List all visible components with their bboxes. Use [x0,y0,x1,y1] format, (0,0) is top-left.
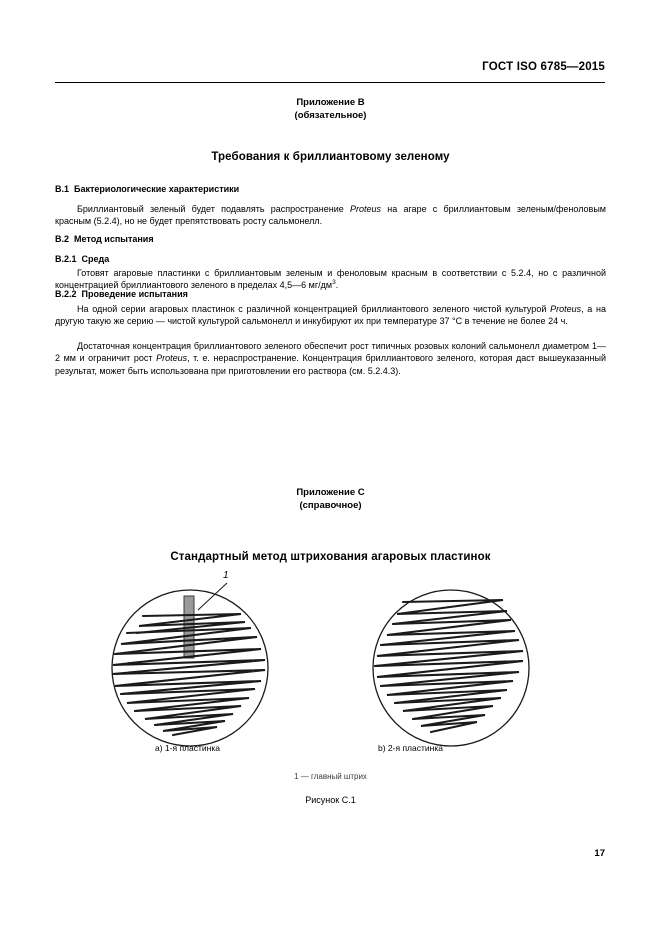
paragraph-b1-italic-1: Proteus [350,204,382,214]
clause-b1-number: В.1 [55,184,70,194]
paragraph-b21-text-2: . [335,280,339,291]
figure-c1 [55,570,606,760]
annex-b-title: Требования к бриллиантовому зеленому [211,151,450,163]
figure-callout-1: 1 [223,570,229,581]
running-header [55,60,605,74]
figure-caption-a: a) 1-я пластинка [155,743,220,753]
annex-b-qualifier: (обязательное) [294,110,367,121]
clause-b1-heading [55,183,605,195]
figure-legend: 1 — главный штрих [294,772,367,781]
plate-b-diagram [373,590,529,746]
annex-c-title: Стандартный метод штрихования агаровых пластинок [170,551,491,563]
paragraph-b21-superscript: 3 [332,279,336,287]
figure-caption-b: b) 2-я пластинка [378,743,443,753]
clause-b21-title: Среда [81,254,110,264]
annex-c-heading [0,486,661,512]
plate-a-diagram [112,583,268,746]
paragraph-b22-1-text-1: На одной серии агаровых пластинок с различной концентрацией бриллиантового зеленого чистой культурой [77,304,551,314]
page-number: 17 [594,848,605,859]
figure-number: Рисунок С.1 [305,795,356,805]
annex-b-label: Приложение В [296,97,365,108]
clause-b22-number: В.2.2 [55,289,77,299]
annex-c-qualifier: (справочное) [299,500,362,511]
annex-c-label: Приложение С [296,487,365,498]
standard-designation: ГОСТ ISO 6785—2015 [482,61,605,73]
clause-b22-heading [55,288,605,300]
clause-b2-title: Метод испытания [74,234,154,244]
annex-b-heading [0,96,661,122]
header-divider [55,82,605,83]
paragraph-b22-2 [55,340,606,377]
paragraph-b22-2-italic-1: Proteus [156,353,188,364]
paragraph-b1 [55,203,606,228]
paragraph-b22-1-italic-1: Proteus [550,304,582,314]
clause-b21-number: В.2.1 [55,254,77,264]
paragraph-b22-2-text-2: , т. е. нераспространение. Концентрация бриллиантового зеленого, которая даст вышеуказанный результат, может быть использована при приготовлении его раствора (см. 5.2.4.3). [55,353,606,376]
paragraph-b1-text-1: Бриллиантовый зеленый будет подавлять распространение [77,204,351,214]
paragraph-b1-text-2: на агаре с бриллиантовым зеленым/феноловым красным (5.2.4), но не будет препятствовать росту сальмонелл. [55,204,606,227]
paragraph-b22-1-text-2: , а на другую такую же серию — чистой культурой сальмонелл и инкубируют их при температуре 37 °С в течение не более 24 ч. [55,304,606,327]
clause-b21-heading [55,253,605,265]
clause-b22-title: Проведение испытания [81,289,188,299]
clause-b2-heading [55,233,605,245]
paragraph-b22-1 [55,303,606,328]
paragraph-b22-2-text-1: Достаточная концентрация бриллиантового зеленого обеспечит рост типичных розовых колоний сальмонелл диаметром 1—2 мм и ограничит рост [55,341,606,364]
clause-b2-number: В.2 [55,234,70,244]
clause-b1-title: Бактериологические характеристики [74,184,240,194]
paragraph-b21-text-1: Готовят агаровые пластинки с бриллиантовым зеленым и феноловым красным в соответствии с 5.2.4, но с различной концентрацией бриллиантового зеленого в пределах 4,5—6 мг/дм [55,268,606,291]
figure-captions [55,743,606,757]
